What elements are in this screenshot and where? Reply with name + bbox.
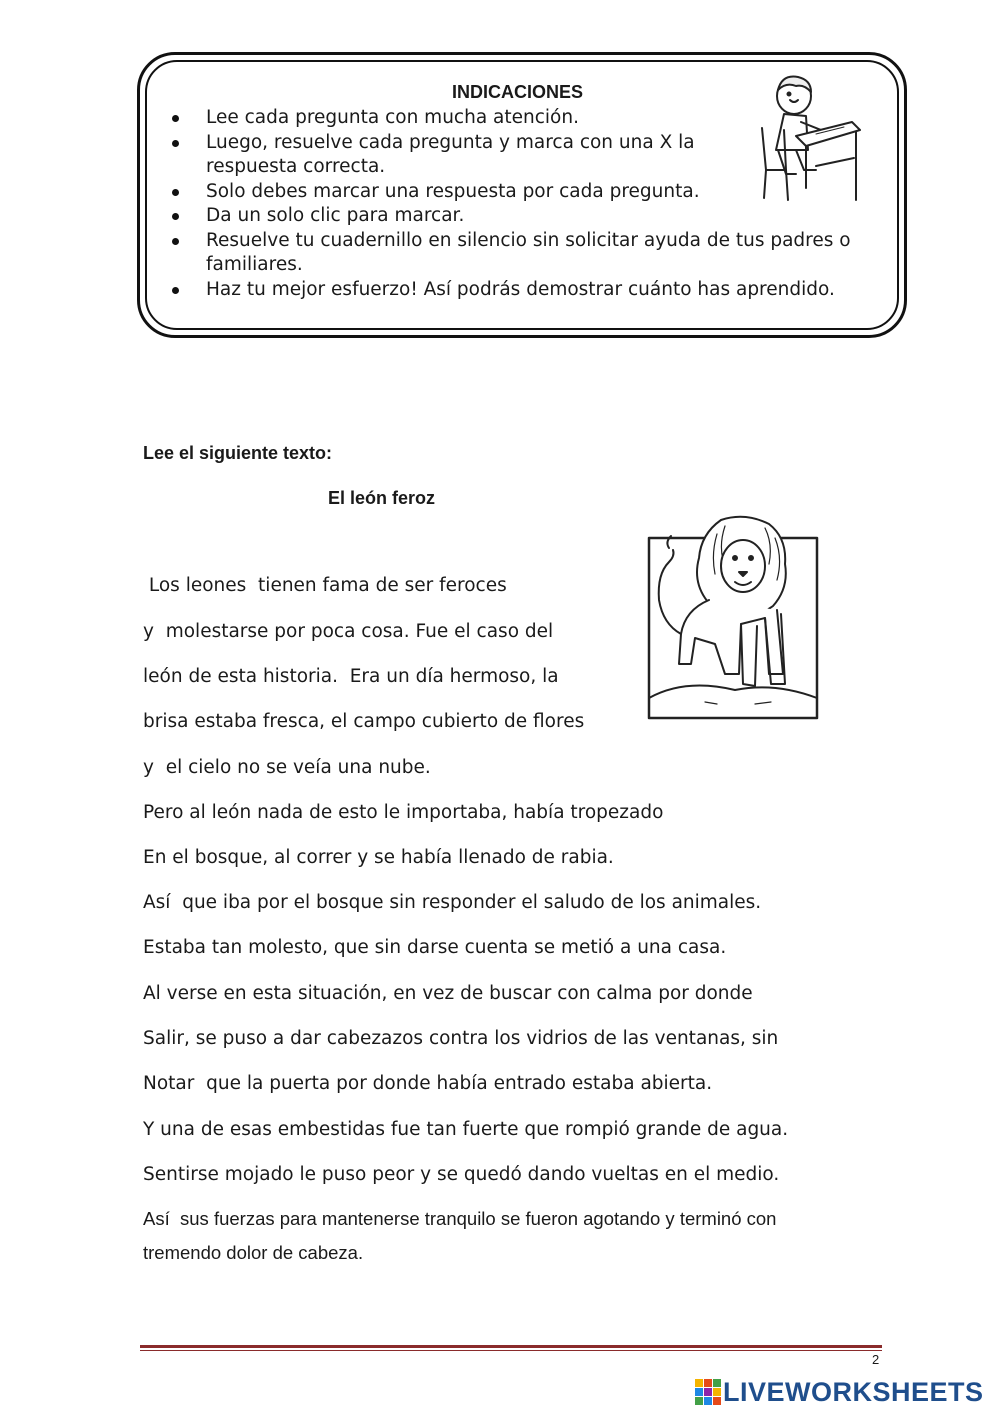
instruction-item: Lee cada pregunta con mucha atención.	[168, 106, 888, 131]
story-line: Pero al león nada de esto le importaba, había tropezado	[143, 802, 664, 823]
story-line: Los leones tienen fama de ser feroces	[143, 575, 507, 596]
page-number: 2	[872, 1352, 880, 1367]
reading-prompt: Lee el siguiente texto:	[143, 443, 333, 463]
story-line: y molestarse por poca cosa. Fue el caso del	[143, 621, 554, 642]
liveworksheets-logo-icon	[695, 1379, 721, 1405]
instruction-item: Luego, resuelve cada pregunta y marca con una X la respuesta correcta.	[168, 131, 888, 180]
story-line: Estaba tan molesto, que sin darse cuenta se metió a una casa.	[143, 937, 727, 958]
story-line: Así que iba por el bosque sin responder el saludo de los animales.	[143, 892, 762, 913]
footer-rule-thin	[140, 1350, 882, 1351]
story-line: Salir, se puso a dar cabezazos contra los vidrios de las ventanas, sin	[143, 1028, 779, 1049]
story-line: Así sus fuerzas para mantenerse tranquilo se fueron agotando y terminó con	[143, 1208, 777, 1229]
story-line: tremendo dolor de cabeza.	[143, 1242, 364, 1263]
instruction-item: Haz tu mejor esfuerzo! Así podrás demostrar cuánto has aprendido.	[168, 278, 888, 303]
brand-name: LIVEWORKSHEETS	[723, 1376, 984, 1407]
story-title: El león feroz	[328, 488, 436, 508]
brand-footer	[695, 1377, 984, 1407]
lion-illustration	[645, 514, 820, 722]
story-line: En el bosque, al correr y se había llenado de rabia.	[143, 847, 614, 868]
instruction-item: Solo debes marcar una respuesta por cada pregunta.	[168, 180, 888, 205]
story-line: brisa estaba fresca, el campo cubierto de flores	[143, 711, 585, 732]
instructions-title: INDICACIONES	[452, 82, 584, 102]
story-line: Notar que la puerta por donde había entrado estaba abierta.	[143, 1073, 713, 1094]
story-line: y el cielo no se veía una nube.	[143, 757, 431, 778]
story-line: Y una de esas embestidas fue tan fuerte que rompió grande de agua.	[143, 1119, 789, 1140]
student-at-desk-icon	[756, 70, 864, 210]
story-line: león de esta historia. Era un día hermoso, la	[143, 666, 559, 687]
story-line: Al verse en esta situación, en vez de buscar con calma por donde	[143, 983, 753, 1004]
instruction-item: Da un solo clic para marcar.	[168, 204, 888, 229]
instruction-item: Resuelve tu cuadernillo en silencio sin solicitar ayuda de tus padres o familiares.	[168, 229, 888, 278]
story-line: Sentirse mojado le puso peor y se quedó dando vueltas en el medio.	[143, 1164, 780, 1185]
footer-rule	[140, 1345, 882, 1348]
